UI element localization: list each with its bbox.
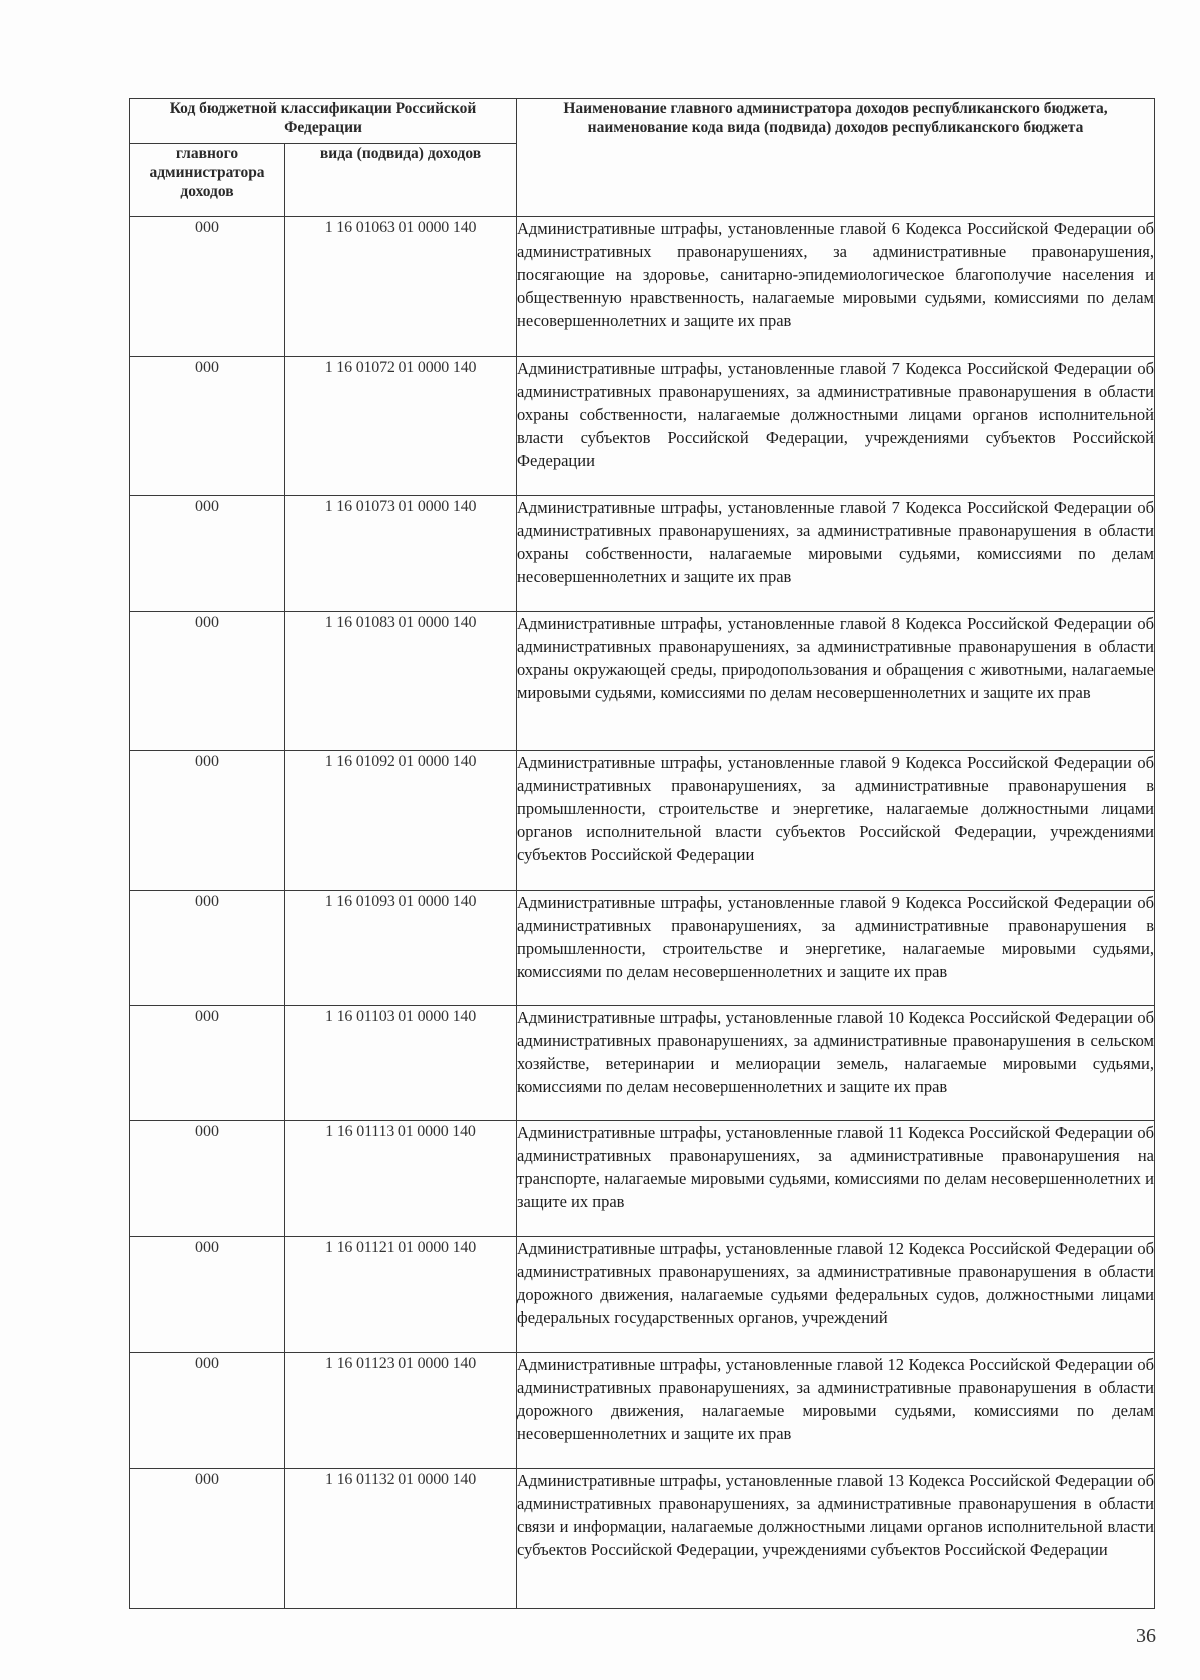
table-row xyxy=(130,1237,1155,1353)
income-code-cell: 1 16 01083 01 0000 140 xyxy=(285,612,517,751)
table-row xyxy=(130,751,1155,891)
income-name-cell: Административные штрафы, установленные главой 11 Кодекса Российской Федерации об административных правонарушениях, за административные правонарушения на транспорте, налагаемые мировыми судьями, комиссиями по делам несовершеннолетних и защите их прав xyxy=(517,1121,1155,1237)
income-code-cell: 1 16 01132 01 0000 140 xyxy=(285,1469,517,1609)
table-row xyxy=(130,1353,1155,1469)
income-name-cell: Административные штрафы, установленные главой 12 Кодекса Российской Федерации об административных правонарушениях, за административные правонарушения в области дорожного движения, налагаемые мировыми судьями, комиссиями по делам несовершеннолетних и защите их прав xyxy=(517,1353,1155,1469)
admin-code-cell: 000 xyxy=(130,496,285,612)
income-name-cell: Административные штрафы, установленные главой 7 Кодекса Российской Федерации об административных правонарушениях, за административные правонарушения в области охраны собственности, налагаемые должностными лицами органов исполнительной власти субъектов Российской Федерации, учреждениями субъектов Российской Федерации xyxy=(517,357,1155,496)
income-name-cell: Административные штрафы, установленные главой 8 Кодекса Российской Федерации об административных правонарушениях, за административные правонарушения в области охраны окружающей среды, природопользования и обращения с животными, налагаемые мировыми судьями, комиссиями по делам несовершеннолетних и защите их прав xyxy=(517,612,1155,751)
income-name-cell: Административные штрафы, установленные главой 6 Кодекса Российской Федерации об административных правонарушениях, за административные правонарушения, посягающие на здоровье, санитарно-эпидемиологическое благополучие населения и общественную нравственность, налагаемые мировыми судьями, комиссиями по делам несовершеннолетних и защите их прав xyxy=(517,217,1155,357)
income-name-cell: Административные штрафы, установленные главой 10 Кодекса Российской Федерации об административных правонарушениях, за административные правонарушения в сельском хозяйстве, ветеринарии и мелиорации земель, налагаемые мировыми судьями, комиссиями по делам несовершеннолетних и защите их прав xyxy=(517,1006,1155,1121)
admin-code-cell: 000 xyxy=(130,217,285,357)
income-name-cell: Административные штрафы, установленные главой 9 Кодекса Российской Федерации об административных правонарушениях, за административные правонарушения в промышленности, строительстве и энергетике, налагаемые должностными лицами органов исполнительной власти субъектов Российской Федерации, учреждениями субъектов Российской Федерации xyxy=(517,751,1155,891)
header-kbk-title: Код бюджетной классификации Российской Федерации xyxy=(130,99,517,144)
income-code-cell: 1 16 01063 01 0000 140 xyxy=(285,217,517,357)
table-row xyxy=(130,612,1155,751)
income-code-cell: 1 16 01103 01 0000 140 xyxy=(285,1006,517,1121)
admin-code-cell: 000 xyxy=(130,1006,285,1121)
income-name-cell: Административные штрафы, установленные главой 12 Кодекса Российской Федерации об административных правонарушениях, за административные правонарушения в области дорожного движения, налагаемые судьями федеральных судов, должностными лицами федеральных государственных органов, учреждений xyxy=(517,1237,1155,1353)
income-code-cell: 1 16 01072 01 0000 140 xyxy=(285,357,517,496)
admin-code-cell: 000 xyxy=(130,1237,285,1353)
income-name-cell: Административные штрафы, установленные главой 9 Кодекса Российской Федерации об административных правонарушениях, за административные правонарушения в промышленности, строительстве и энергетике, налагаемые мировыми судьями, комиссиями по делам несовершеннолетних и защите их прав xyxy=(517,891,1155,1006)
income-code-cell: 1 16 01093 01 0000 140 xyxy=(285,891,517,1006)
table-row xyxy=(130,891,1155,1006)
page-number: 36 xyxy=(1136,1625,1156,1647)
admin-code-cell: 000 xyxy=(130,891,285,1006)
income-code-cell: 1 16 01092 01 0000 140 xyxy=(285,751,517,891)
budget-classification-table xyxy=(129,98,1155,1609)
admin-code-cell: 000 xyxy=(130,357,285,496)
table-row xyxy=(130,496,1155,612)
income-code-cell: 1 16 01121 01 0000 140 xyxy=(285,1237,517,1353)
income-code-cell: 1 16 01113 01 0000 140 xyxy=(285,1121,517,1237)
income-name-cell: Административные штрафы, установленные главой 13 Кодекса Российской Федерации об административных правонарушениях, за административные правонарушения в области связи и информации, налагаемые должностными лицами органов исполнительной власти субъектов Российской Федерации, учреждениями субъектов Российской Федерации xyxy=(517,1469,1155,1609)
admin-code-cell: 000 xyxy=(130,1353,285,1469)
table-row xyxy=(130,1006,1155,1121)
admin-code-cell: 000 xyxy=(130,612,285,751)
admin-code-cell: 000 xyxy=(130,751,285,891)
admin-code-cell: 000 xyxy=(130,1469,285,1609)
header-name-column: Наименование главного администратора доходов республиканского бюджета, наименование кода вида (подвида) доходов республиканского бюджета xyxy=(517,99,1155,217)
header-admin-column: главного администратора доходов xyxy=(130,144,285,217)
income-code-cell: 1 16 01123 01 0000 140 xyxy=(285,1353,517,1469)
table-row xyxy=(130,1121,1155,1237)
table-header-row xyxy=(130,99,1155,144)
income-code-cell: 1 16 01073 01 0000 140 xyxy=(285,496,517,612)
income-name-cell: Административные штрафы, установленные главой 7 Кодекса Российской Федерации об административных правонарушениях, за административные правонарушения в области охраны собственности, налагаемые мировыми судьями, комиссиями по делам несовершеннолетних и защите их прав xyxy=(517,496,1155,612)
table-row xyxy=(130,357,1155,496)
table-row xyxy=(130,217,1155,357)
header-kind-column: вида (подвида) доходов xyxy=(285,144,517,217)
admin-code-cell: 000 xyxy=(130,1121,285,1237)
table-row xyxy=(130,1469,1155,1609)
